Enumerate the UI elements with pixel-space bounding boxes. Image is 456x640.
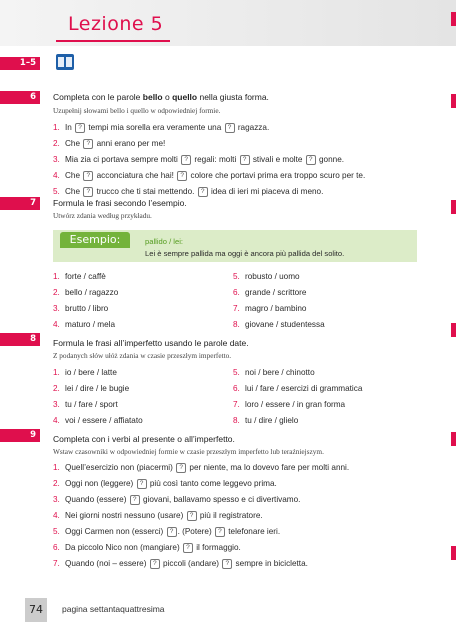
- answer-box[interactable]: ?: [83, 139, 93, 149]
- exercise-number-8: 8: [0, 333, 40, 346]
- list-item: 3. tu / fare / sport: [53, 400, 118, 409]
- list-item: 4. maturo / mela: [53, 320, 116, 329]
- answer-box[interactable]: ?: [225, 123, 235, 133]
- margin-marker: [451, 323, 456, 337]
- answer-box[interactable]: ?: [83, 171, 93, 181]
- list-item: 6. Da piccolo Nico non (mangiare) ? il formaggio.: [53, 543, 241, 553]
- exercise-number-6: 6: [0, 91, 40, 104]
- list-item: 2. Oggi non (leggere) ? più così tanto come leggevo prima.: [53, 479, 277, 489]
- answer-box[interactable]: ?: [222, 559, 232, 569]
- list-item: 4. Nei giorni nostri nessuno (usare) ? più il registratore.: [53, 511, 263, 521]
- list-item: 6. grande / scrittore: [233, 288, 307, 297]
- list-item: 7. Quando (noi – essere) ? piccoli (andare) ? sempre in bicicletta.: [53, 559, 308, 569]
- lesson-title: Lezione 5: [68, 13, 164, 35]
- answer-box[interactable]: ?: [83, 187, 93, 197]
- answer-box[interactable]: ?: [176, 463, 186, 473]
- list-item: 2. bello / ragazzo: [53, 288, 119, 297]
- margin-marker: [451, 94, 456, 108]
- page-header: [0, 0, 456, 46]
- answer-box[interactable]: ?: [150, 559, 160, 569]
- margin-marker: [451, 200, 456, 214]
- list-item: 1. io / bere / latte: [53, 368, 117, 377]
- list-item: 1. forte / caffè: [53, 272, 106, 281]
- exercise-8-title: Formula le frasi all’imperfetto usando le parole date.: [53, 338, 249, 348]
- page-number: 74: [25, 598, 47, 622]
- exercise-9-subtitle: Wstaw czasowniki w odpowiedniej formie w czasie przeszłym imperfetto lub teraźniejszym.: [53, 447, 324, 456]
- list-item: 2. lei / dire / le bugie: [53, 384, 130, 393]
- list-item: 3. brutto / libro: [53, 304, 109, 313]
- answer-box[interactable]: ?: [137, 479, 147, 489]
- answer-box[interactable]: ?: [181, 155, 191, 165]
- answer-box[interactable]: ?: [198, 187, 208, 197]
- margin-marker: [451, 12, 456, 26]
- answer-box[interactable]: ?: [187, 511, 197, 521]
- list-item: 1. Quell’esercizio non (piacermi) ? per niente, ma lo dovevo fare per molti anni.: [53, 463, 350, 473]
- header-underline: [56, 40, 170, 42]
- list-item: 8. tu / dire / glielo: [233, 416, 299, 425]
- exercise-number-9: 9: [0, 429, 40, 442]
- exercise-7-title: Formula le frasi secondo l’esempio.: [53, 198, 187, 208]
- list-item: 7. loro / essere / in gran forma: [233, 400, 346, 409]
- exercise-number-7: 7: [0, 197, 40, 210]
- margin-marker: [451, 546, 456, 560]
- exercise-6-subtitle: Uzupełnij słowami bello i quello w odpowiedniej formie.: [53, 106, 221, 115]
- exercise-7-subtitle: Utwórz zdania według przykładu.: [53, 211, 152, 220]
- exercise-6-title: Completa con le parole bello o quello nella giusta forma.: [53, 92, 269, 102]
- margin-marker: [451, 432, 456, 446]
- list-item: 6. lui / fare / esercizi di grammatica: [233, 384, 363, 393]
- book-icon: [56, 54, 74, 70]
- answer-box[interactable]: ?: [167, 527, 177, 537]
- example-prompt: pallido / lei:: [145, 237, 183, 246]
- page-number-words: pagina settantaquattresima: [62, 604, 165, 614]
- list-item: 3. Mia zia ci portava sempre molti ? regali: molti ? stivali e molte ? gonne.: [53, 155, 345, 165]
- list-item: 3. Quando (essere) ? giovani, ballavamo spesso e ci divertivamo.: [53, 495, 301, 505]
- answer-box[interactable]: ?: [240, 155, 250, 165]
- answer-box[interactable]: ?: [306, 155, 316, 165]
- list-item: 4. Che ? acconciatura che hai! ? colore che portavi prima era troppo scuro per te.: [53, 171, 366, 181]
- list-item: 5. Oggi Carmen non (esserci) ? . (Potere) ? telefonare ieri.: [53, 527, 281, 537]
- list-item: 8. giovane / studentessa: [233, 320, 325, 329]
- answer-box[interactable]: ?: [215, 527, 225, 537]
- answer-box[interactable]: ?: [75, 123, 85, 133]
- list-item: 7. magro / bambino: [233, 304, 307, 313]
- list-item: 1. In ? tempi mia sorella era veramente una ? ragazza.: [53, 123, 270, 133]
- list-item: 5. noi / bere / chinotto: [233, 368, 315, 377]
- list-item: 5. robusto / uomo: [233, 272, 300, 281]
- example-label: Esempio:: [60, 232, 130, 248]
- list-item: 2. Che ? anni erano per me!: [53, 139, 166, 149]
- answer-box[interactable]: ?: [183, 543, 193, 553]
- exercise-number-1-5: 1–5: [0, 57, 40, 70]
- answer-box[interactable]: ?: [130, 495, 140, 505]
- list-item: 5. Che ? trucco che ti stai mettendo. ? idea di ieri mi piaceva di meno.: [53, 187, 324, 197]
- exercise-9-title: Completa con i verbi al presente o all’imperfetto.: [53, 434, 235, 444]
- answer-box[interactable]: ?: [177, 171, 187, 181]
- exercise-8-subtitle: Z podanych słów ułóż zdania w czasie przeszłym imperfetto.: [53, 351, 232, 360]
- list-item: 4. voi / essere / affiatato: [53, 416, 143, 425]
- example-answer: Lei è sempre pallida ma oggi è ancora più pallida del solito.: [145, 249, 345, 258]
